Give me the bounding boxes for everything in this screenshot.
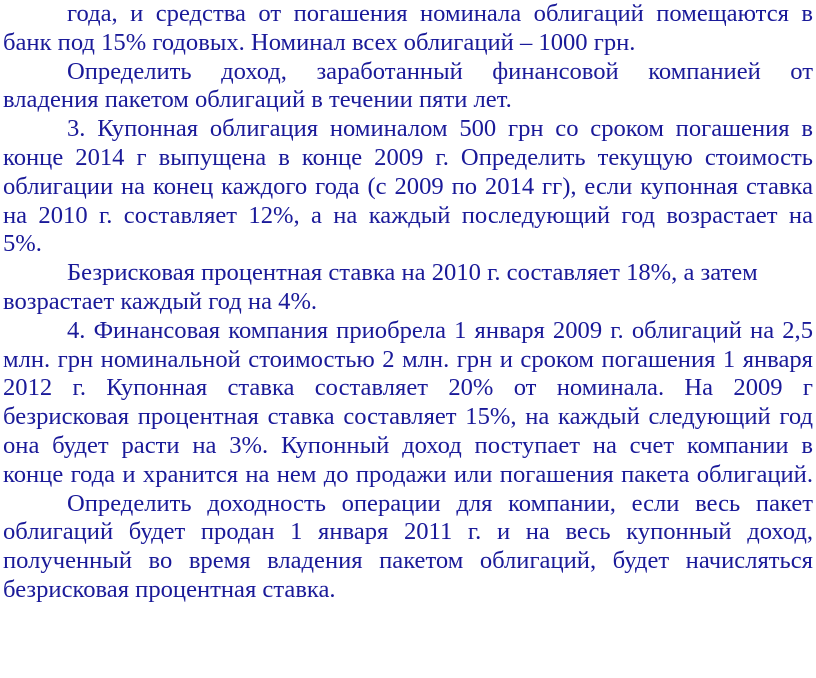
text-line: 2012 г. Купонная ставка составляет 20% от номинала. На 2009 г xyxy=(3,374,813,402)
text-line: она будет расти на 3%. Купонный доход поступает на счет компании в xyxy=(3,431,813,459)
text-line: облигаций будет продан 1 января 2011 г. и на весь купонный доход, xyxy=(3,518,813,546)
text-line: банк под 15% годовых. Номинал всех облигаций – 1000 грн. xyxy=(3,28,636,56)
text-line: года, и средства от погашения номинала облигаций помещаются в xyxy=(67,0,813,27)
text-line: Определить доходность операции для компании, если весь пакет xyxy=(67,489,813,517)
text-line: владения пакетом облигаций в течении пяти лет. xyxy=(3,86,512,114)
text-line: 5%. xyxy=(3,230,42,258)
text-line: на 2010 г. составляет 12%, а на каждый последующий год возрастает на xyxy=(3,201,813,229)
text-line: конце 2014 г выпущена в конце 2009 г. Определить текущую стоимость xyxy=(3,143,813,171)
text-line: 3. Купонная облигация номиналом 500 грн со сроком погашения в xyxy=(67,115,813,143)
text-line: 4. Финансовая компания приобрела 1 января 2009 г. облигаций на 2,5 xyxy=(67,316,813,344)
text-line: облигации на конец каждого года (с 2009 по 2014 гг), если купонная ставка xyxy=(3,172,813,200)
text-line: безрисковая процентная ставка составляет 15%, на каждый следующий год xyxy=(3,403,813,431)
document-page xyxy=(3,0,813,605)
text-line: конце года и хранится на нем до продажи или погашения пакета облигаций. xyxy=(3,460,813,488)
text-line: безрисковая процентная ставка. xyxy=(3,575,336,603)
text-line: Определить доход, заработанный финансовой компанией от xyxy=(67,57,813,85)
text-line: млн. грн номинальной стоимостью 2 млн. грн и сроком погашения 1 января xyxy=(3,345,813,373)
text-line: возрастает каждый год на 4%. xyxy=(3,287,318,315)
text-line: полученный во время владения пакетом облигаций, будет начисляться xyxy=(3,547,813,575)
text-line: Безрисковая процентная ставка на 2010 г. составляет 18%, а затем xyxy=(67,259,758,287)
